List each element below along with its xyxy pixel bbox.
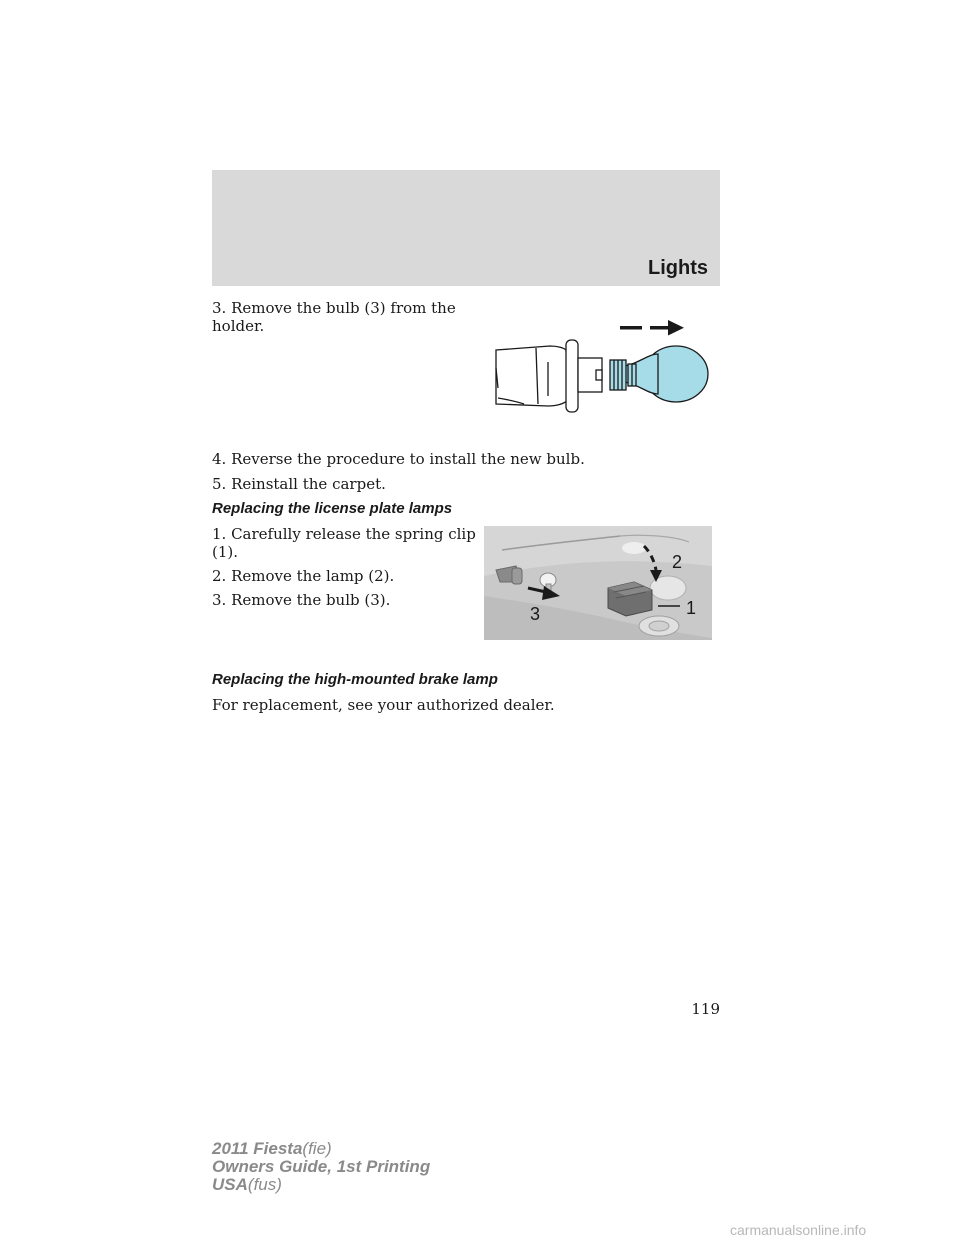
page-number: 119 [691,1000,720,1018]
license-plate-lamp-illustration [484,526,712,640]
callout-3: 3 [530,604,541,624]
footer-guide: Owners Guide, 1st Printing [212,1157,431,1176]
callout-2: 2 [672,552,683,572]
step-remove-bulb-line2: holder. [212,317,265,335]
license-step1-line1: 1. Carefully release the spring clip [212,525,476,543]
license-step2: 2. Remove the lamp (2). [212,567,395,585]
footer-market-code: (fus) [247,1175,282,1194]
step-reverse: 4. Reverse the procedure to install the new bulb. [212,450,585,468]
section-header-band [212,170,720,286]
step-reinstall: 5. Reinstall the carpet. [212,475,386,493]
brake-lamp-text: For replacement, see your authorized dealer. [212,696,555,714]
pull-direction-arrow [620,320,684,336]
watermark: carmanualsonline.info [730,1222,867,1238]
license-step3: 3. Remove the bulb (3). [212,591,391,609]
footer [212,1140,430,1194]
bulb-removal-illustration [488,318,720,418]
section-title: Lights [648,257,708,279]
license-plate-heading: Replacing the license plate lamps [212,500,453,517]
footer-model-line [212,1140,430,1158]
license-step1-line2: (1). [212,543,239,561]
footer-model: 2011 Fiesta [212,1139,303,1158]
step-remove-bulb-line1: 3. Remove the bulb (3) from the [212,299,456,317]
callout-1: 1 [686,598,697,618]
brake-lamp-heading: Replacing the high-mounted brake lamp [212,671,498,688]
footer-market: USA [212,1175,248,1194]
footer-market-line [212,1176,430,1194]
footer-model-code: (fie) [302,1139,332,1158]
